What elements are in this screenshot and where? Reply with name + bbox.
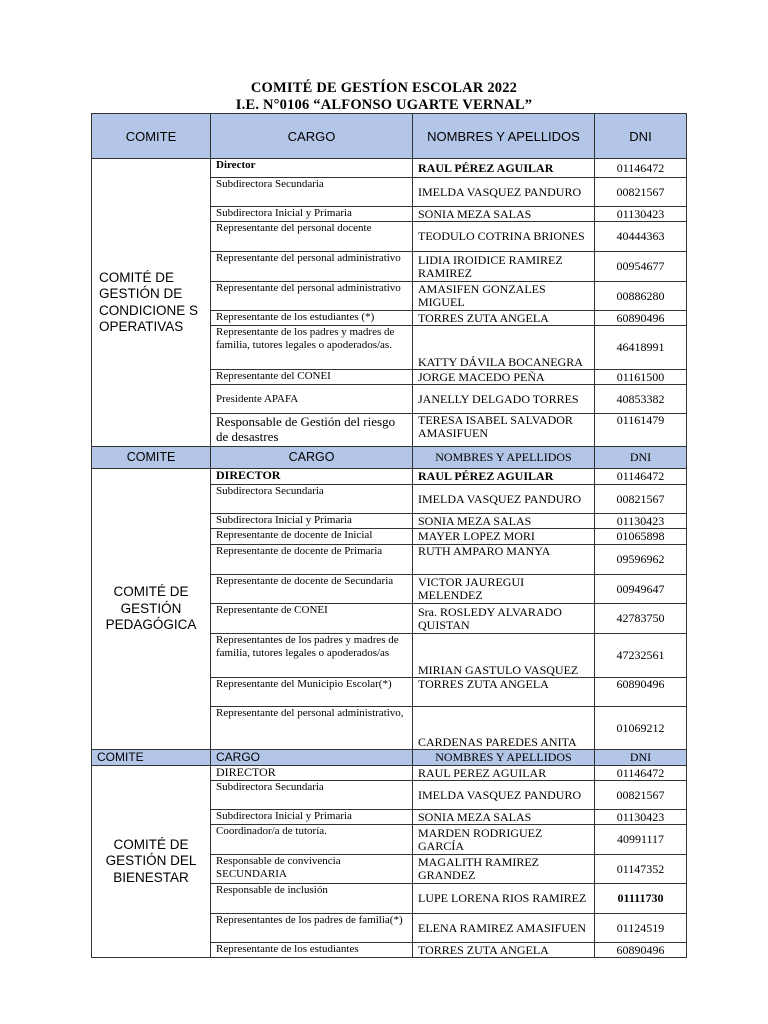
name-cell: RAUL PEREZ AGUILAR (413, 766, 595, 781)
committees-table (91, 113, 687, 958)
name-cell: KATTY DÁVILA BOCANEGRA (413, 326, 595, 370)
name-cell: ELENA RAMIREZ AMASIFUEN (413, 914, 595, 943)
header-cargo: CARGO (211, 750, 413, 766)
cargo-cell: Representantes de los padres y madres de familia, tutores legales o apoderados/as (211, 634, 413, 678)
committee-name: COMITÉ DE GESTIÓN DE CONDICIONE S OPERATIVAS (92, 159, 211, 447)
table-header (92, 447, 687, 469)
document-title: COMITÉ DE GESTÍON ESCOLAR 2022 (250, 80, 518, 96)
cargo-cell: Representante del personal administrativo (211, 252, 413, 282)
name-cell: MAGALITH RAMIREZ GRANDEZ (413, 855, 595, 884)
dni-cell: 46418991 (595, 326, 687, 370)
cargo-cell: Representante del personal docente (211, 222, 413, 252)
dni-cell: 01130423 (595, 810, 687, 825)
cargo-cell: Subdirectora Inicial y Primaria (211, 207, 413, 222)
cargo-cell: Representantes de los padres de familia(*) (211, 914, 413, 943)
header-nombres: NOMBRES Y APELLIDOS (413, 750, 595, 766)
header-comite: COMITE (92, 114, 211, 159)
name-cell: MIRIAN GASTULO VASQUEZ (413, 634, 595, 678)
name-cell: JORGE MACEDO PEÑA (413, 370, 595, 385)
name-cell: RUTH AMPARO MANYA (413, 545, 595, 575)
cargo-cell: Responsable de Gestión del riesgo de desastres (211, 414, 413, 447)
table-header (92, 114, 687, 159)
name-cell: MAYER LOPEZ MORI (413, 529, 595, 545)
name-cell: RAUL PÉREZ AGUILAR (413, 469, 595, 485)
dni-cell: 00821567 (595, 485, 687, 514)
name-cell: Sra. ROSLEDY ALVARADO QUISTAN (413, 604, 595, 634)
cargo-cell: Representante de docente de Inicial (211, 529, 413, 545)
dni-cell: 09596962 (595, 545, 687, 575)
header-comite: COMITE (92, 447, 211, 469)
table-row (92, 766, 687, 781)
cargo-cell: Representante del personal administrativo (211, 282, 413, 311)
header-nombres: NOMBRES Y APELLIDOS (413, 114, 595, 159)
dni-cell: 01069212 (595, 707, 687, 750)
cargo-cell: Representante del personal administrativo, (211, 707, 413, 750)
header-dni: DNI (595, 447, 687, 469)
dni-cell: 01124519 (595, 914, 687, 943)
dni-cell: 47232561 (595, 634, 687, 678)
name-cell: SONIA MEZA SALAS (413, 810, 595, 825)
header-dni: DNI (595, 750, 687, 766)
cargo-cell: DIRECTOR (211, 766, 413, 781)
school-name: I.E. N°0106 “ALFONSO UGARTE VERNAL” (235, 97, 533, 113)
cargo-cell: Subdirectora Inicial y Primaria (211, 810, 413, 825)
name-cell: TORRES ZUTA ANGELA (413, 678, 595, 707)
dni-cell: 40991117 (595, 825, 687, 855)
header-dni: DNI (595, 114, 687, 159)
dni-cell: 00821567 (595, 781, 687, 810)
cargo-cell: Representante de docente de Secundaria (211, 575, 413, 604)
dni-cell: 60890496 (595, 311, 687, 326)
name-cell: SONIA MEZA SALAS (413, 207, 595, 222)
name-cell: TORRES ZUTA ANGELA (413, 943, 595, 958)
name-cell: JANELLY DELGADO TORRES (413, 385, 595, 414)
dni-cell: 00886280 (595, 282, 687, 311)
name-cell: CARDENAS PAREDES ANITA (413, 707, 595, 750)
name-cell: MARDEN RODRIGUEZ GARCÍA (413, 825, 595, 855)
cargo-cell: Subdirectora Secundaria (211, 485, 413, 514)
dni-cell: 42783750 (595, 604, 687, 634)
dni-cell: 00954677 (595, 252, 687, 282)
cargo-cell: Responsable de inclusión (211, 884, 413, 914)
cargo-cell: Director (211, 159, 413, 178)
dni-cell: 01130423 (595, 514, 687, 529)
table-row (92, 469, 687, 485)
dni-cell: 01065898 (595, 529, 687, 545)
dni-cell: 60890496 (595, 943, 687, 958)
cargo-cell: Representante de los estudiantes (211, 943, 413, 958)
name-cell: TORRES ZUTA ANGELA (413, 311, 595, 326)
dni-cell: 01111730 (595, 884, 687, 914)
dni-cell: 00821567 (595, 178, 687, 207)
name-cell: RAUL PÉREZ AGUILAR (413, 159, 595, 178)
cargo-cell: Representante de los padres y madres de familia, tutores legales o apoderados/as. (211, 326, 413, 370)
name-cell: VICTOR JAUREGUI MELENDEZ (413, 575, 595, 604)
cargo-cell: Responsable de convivencia SECUNDARIA (211, 855, 413, 884)
dni-cell: 01146472 (595, 766, 687, 781)
cargo-cell: Representante de docente de Primaria (211, 545, 413, 575)
dni-cell: 00949647 (595, 575, 687, 604)
cargo-cell: Representante del Municipio Escolar(*) (211, 678, 413, 707)
cargo-cell: DIRECTOR (211, 469, 413, 485)
dni-cell: 60890496 (595, 678, 687, 707)
cargo-cell: Coordinador/a de tutoría. (211, 825, 413, 855)
dni-cell: 01161479 (595, 414, 687, 447)
name-cell: AMASIFEN GONZALES MIGUEL (413, 282, 595, 311)
table-header (92, 750, 687, 766)
header-comite: COMITE (92, 750, 211, 766)
committee-name: COMITÉ DE GESTIÓN PEDAGÓGICA (92, 469, 211, 750)
cargo-cell: Representante del CONEI (211, 370, 413, 385)
dni-cell: 01147352 (595, 855, 687, 884)
dni-cell: 01146472 (595, 159, 687, 178)
dni-cell: 01161500 (595, 370, 687, 385)
name-cell: LUPE LORENA RIOS RAMIREZ (413, 884, 595, 914)
name-cell: TEODULO COTRINA BRIONES (413, 222, 595, 252)
name-cell: TERESA ISABEL SALVADOR AMASIFUEN (413, 414, 595, 447)
dni-cell: 40444363 (595, 222, 687, 252)
cargo-cell: Subdirectora Secundaria (211, 781, 413, 810)
cargo-cell: Representante de los estudiantes (*) (211, 311, 413, 326)
name-cell: LIDIA IROIDICE RAMIREZ RAMIREZ (413, 252, 595, 282)
header-cargo: CARGO (211, 447, 413, 469)
dni-cell: 01130423 (595, 207, 687, 222)
committee-name: COMITÉ DE GESTIÓN DEL BIENESTAR (92, 766, 211, 958)
cargo-cell: Subdirectora Secundaria (211, 178, 413, 207)
name-cell: IMELDA VASQUEZ PANDURO (413, 178, 595, 207)
cargo-cell: Representante de CONEI (211, 604, 413, 634)
name-cell: SONIA MEZA SALAS (413, 514, 595, 529)
table-row (92, 159, 687, 178)
dni-cell: 40853382 (595, 385, 687, 414)
name-cell: IMELDA VASQUEZ PANDURO (413, 485, 595, 514)
header-cargo: CARGO (211, 114, 413, 159)
cargo-cell: Presidente APAFA (211, 385, 413, 414)
name-cell: IMELDA VASQUEZ PANDURO (413, 781, 595, 810)
header-nombres: NOMBRES Y APELLIDOS (413, 447, 595, 469)
cargo-cell: Subdirectora Inicial y Primaria (211, 514, 413, 529)
dni-cell: 01146472 (595, 469, 687, 485)
